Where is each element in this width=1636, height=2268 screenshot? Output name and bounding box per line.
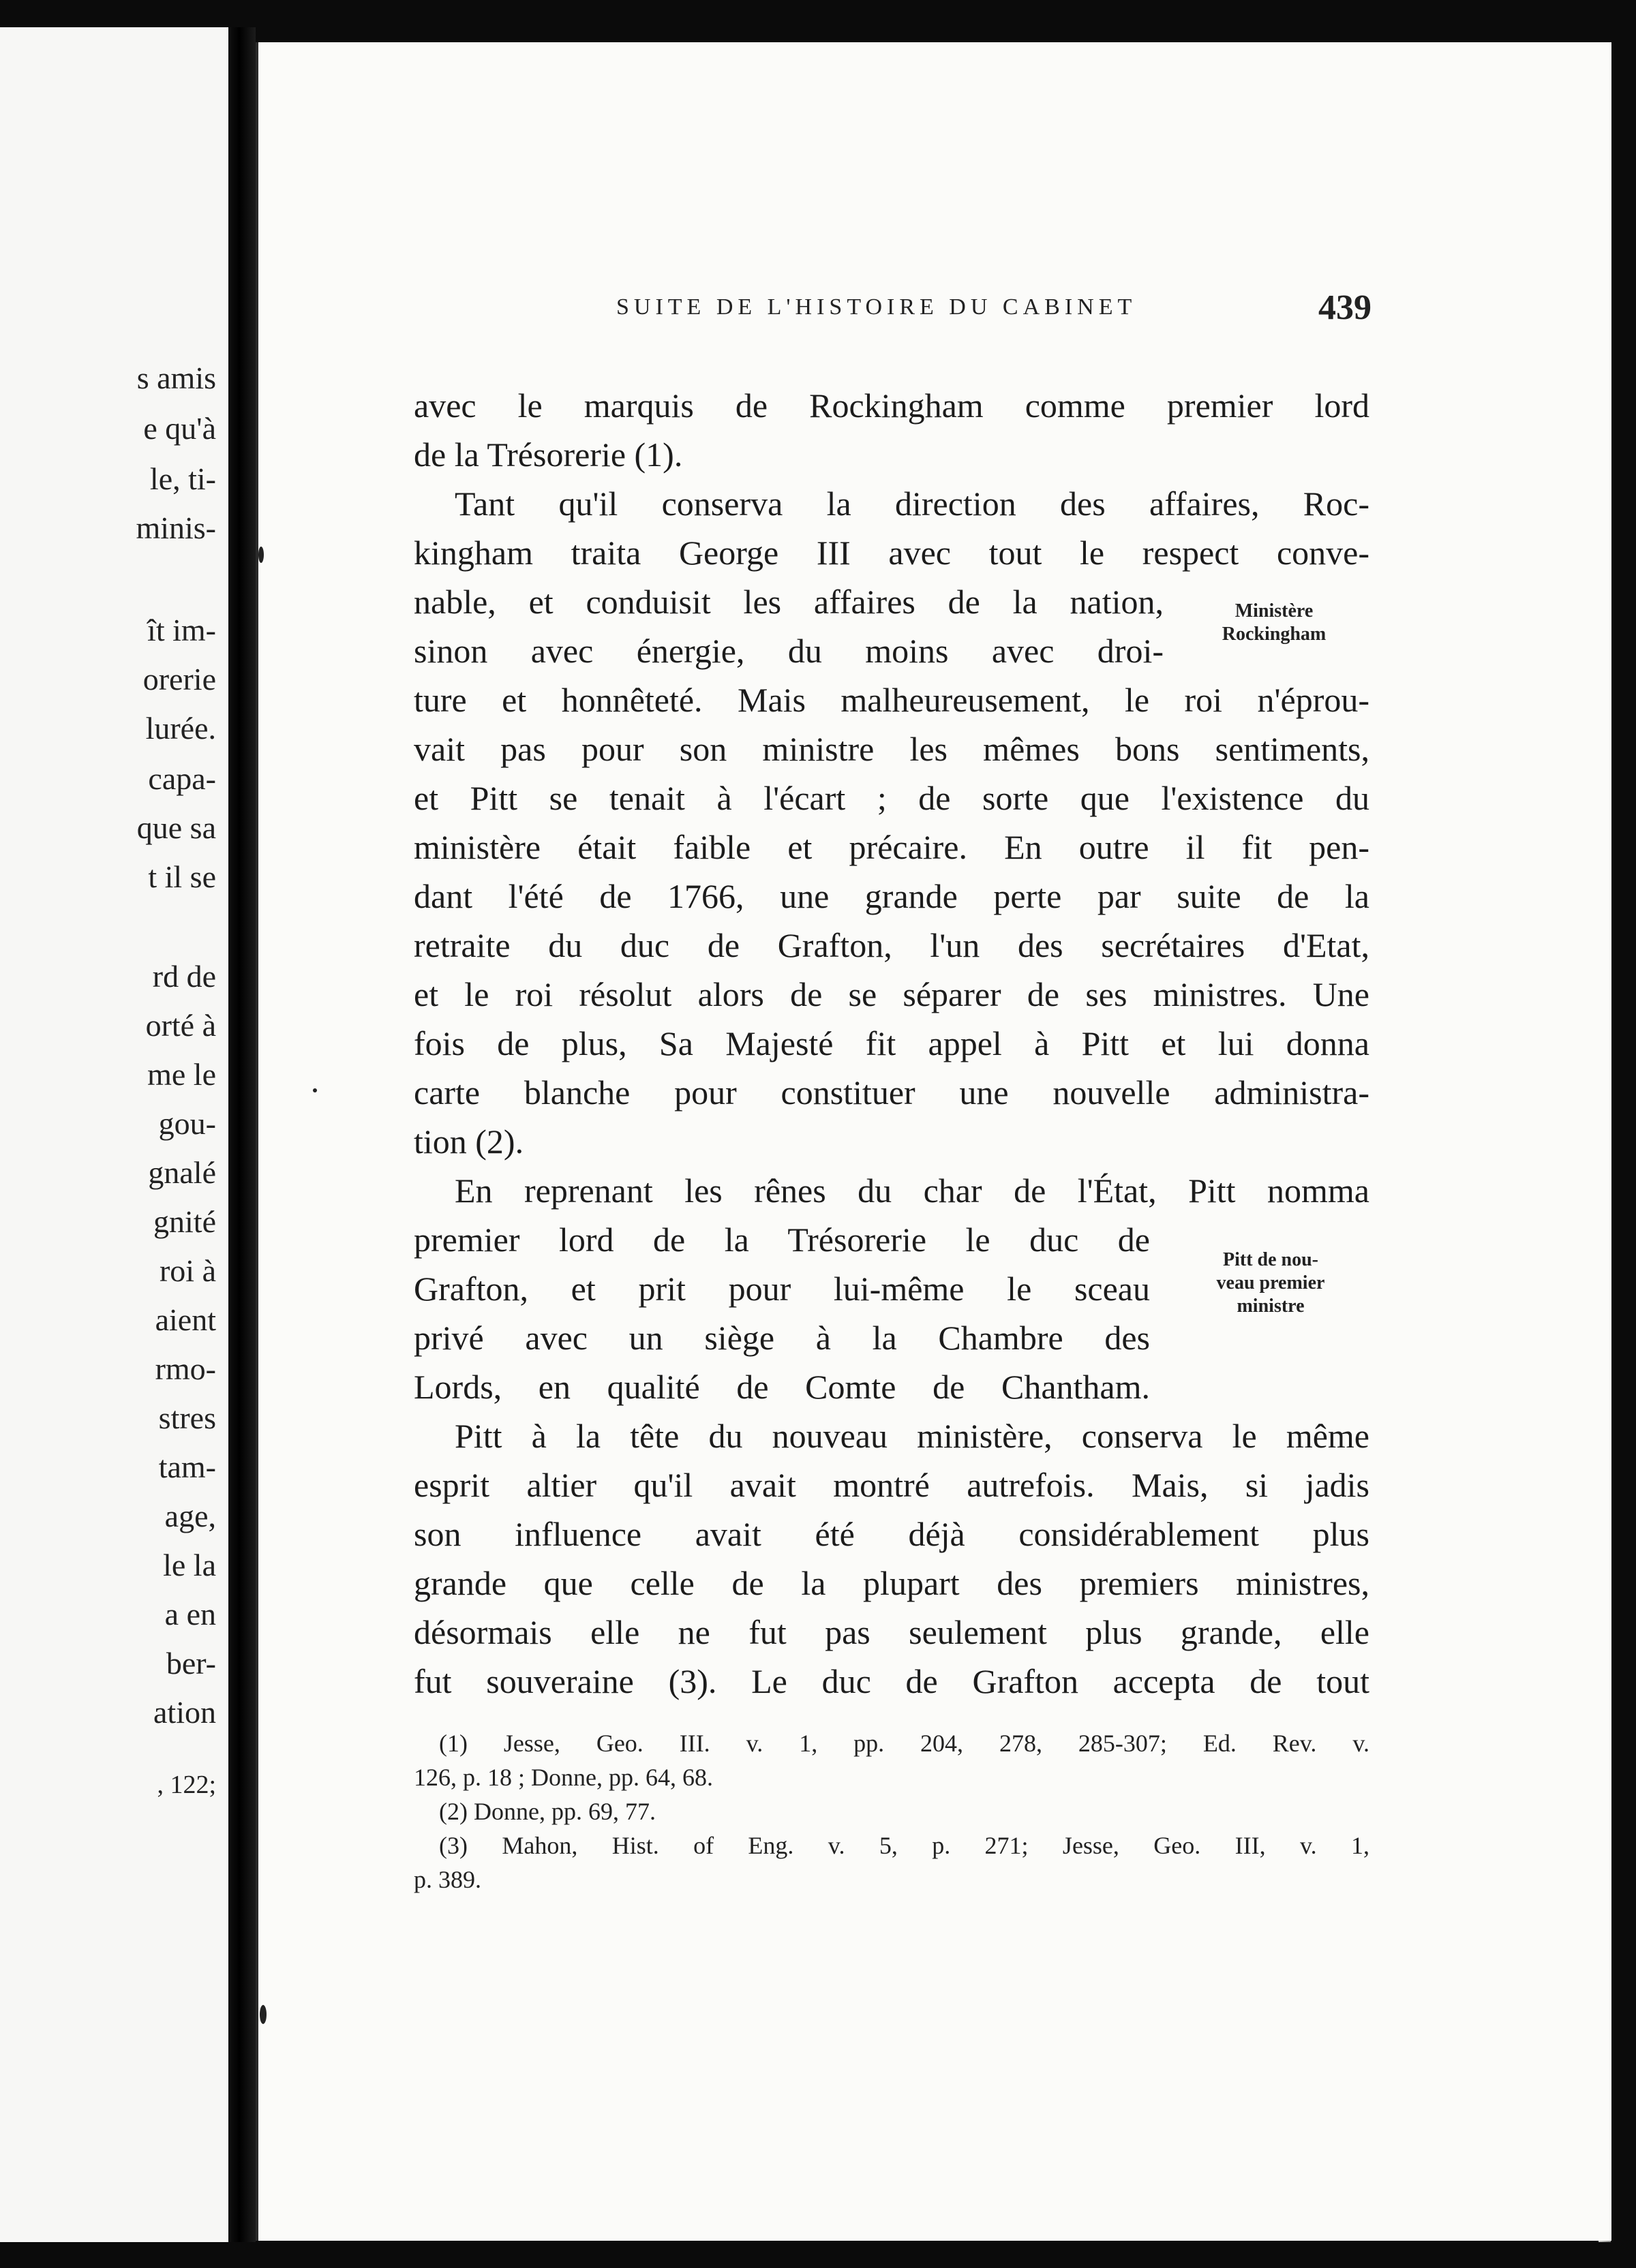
left-fragment: orté à [145, 1008, 216, 1043]
body-line: son influence avait été déjà considérablement plus [414, 1515, 1369, 1553]
page-number: 439 [1318, 288, 1372, 327]
body-line: Lords, en qualité de Comte de Chantham. [414, 1368, 1150, 1406]
side-note-line: Rockingham [1222, 624, 1327, 645]
body-line: dant l'été de 1766, une grande perte par suite de la [414, 877, 1369, 915]
body-line: Grafton, et prit pour lui-même le sceau [414, 1270, 1150, 1308]
body-line: ministère était faible et précaire. En outre il fit pen- [414, 828, 1369, 866]
body-line: grande que celle de la plupart des premiers ministres, [414, 1564, 1369, 1602]
body-line: fut souveraine (3). Le duc de Grafton accepta de tout [414, 1662, 1369, 1700]
left-fragment: ît im- [147, 613, 216, 647]
body-line: privé avec un siège à la Chambre des [414, 1319, 1150, 1357]
body-line: Pitt à la tête du nouveau ministère, conserva le même [455, 1417, 1369, 1455]
footnote-line: (1) Jesse, Geo. III. v. 1, pp. 204, 278, 285-307; Ed. Rev. v. [439, 1730, 1369, 1757]
footnote-line: (2) Donne, pp. 69, 77. [439, 1798, 656, 1825]
body-line: esprit altier qu'il avait montré autrefois. Mais, si jadis [414, 1466, 1369, 1504]
side-note-rockingham [1182, 600, 1366, 646]
left-fragment: age, [164, 1499, 216, 1533]
scan-speck [313, 1088, 317, 1092]
body-line: et Pitt se tenait à l'écart ; de sorte que l'existence du [414, 779, 1369, 817]
left-fragment: capa- [148, 761, 216, 796]
side-note-line: Ministère [1234, 600, 1314, 622]
running-head: SUITE DE L'HISTOIRE DU CABINET [616, 294, 1137, 320]
scan-speck [258, 547, 264, 563]
body-line: et le roi résolut alors de se séparer de ses ministres. Une [414, 975, 1369, 1013]
left-fragment: rd de [152, 959, 216, 994]
body-line: Tant qu'il conserva la direction des affaires, Roc- [455, 485, 1369, 523]
left-fragment: aient [155, 1302, 216, 1337]
left-fragment: a en [164, 1597, 216, 1631]
left-fragment: s amis [136, 361, 216, 395]
side-note-pitt [1172, 1248, 1369, 1318]
left-fragment: stres [158, 1400, 216, 1435]
body-line: premier lord de la Trésorerie le duc de [414, 1221, 1150, 1259]
left-fragment: orerie [142, 662, 216, 696]
left-fragment: le la [163, 1548, 216, 1582]
left-fragment: roi à [159, 1253, 216, 1288]
binding-gutter [228, 27, 256, 2242]
left-fragment: t il se [148, 859, 216, 894]
left-page-edge [0, 27, 228, 2242]
body-line: kingham traita George III avec tout le respect conve- [414, 534, 1369, 572]
footnote-line: 126, p. 18 ; Donne, pp. 64, 68. [414, 1764, 713, 1791]
side-note-line: veau premier [1216, 1272, 1325, 1293]
left-fragment: , 122; [157, 1771, 216, 1799]
body-line: nable, et conduisit les affaires de la nation, [414, 583, 1164, 621]
left-fragment: le, ti- [149, 461, 216, 496]
footnote-line: (3) Mahon, Hist. of Eng. v. 5, p. 271; Jesse, Geo. III, v. 1, [439, 1832, 1369, 1859]
main-page [256, 42, 1611, 2241]
left-fragment: lurée. [145, 711, 216, 746]
left-fragment: minis- [136, 510, 216, 545]
footnote-line: p. 389. [414, 1866, 481, 1893]
body-line: En reprenant les rênes du char de l'État, Pitt nomma [455, 1171, 1369, 1210]
left-fragment: ation [153, 1695, 216, 1730]
body-line: de la Trésorerie (1). [414, 435, 683, 474]
body-line: vait pas pour son ministre les mêmes bons sentiments, [414, 730, 1369, 768]
left-fragment: gnité [153, 1204, 216, 1239]
left-fragment: ber- [166, 1646, 216, 1681]
left-fragment: tam- [158, 1450, 216, 1484]
body-line: désormais elle ne fut pas seulement plus grande, elle [414, 1613, 1369, 1651]
left-fragment: rmo- [155, 1351, 216, 1386]
scan-speck [260, 2005, 267, 2024]
left-fragment: gou- [158, 1106, 216, 1141]
side-note-line: ministre [1237, 1296, 1305, 1317]
left-fragment: gnalé [148, 1155, 216, 1190]
body-line: ture et honnêteté. Mais malheureusement, le roi n'éprou- [414, 681, 1369, 719]
body-line: sinon avec énergie, du moins avec droi- [414, 632, 1164, 670]
left-fragment: me le [147, 1057, 216, 1092]
left-fragment: que sa [136, 810, 216, 845]
body-line: carte blanche pour constituer une nouvelle administra- [414, 1073, 1369, 1112]
left-fragment: e qu'à [143, 411, 216, 446]
body-line: fois de plus, Sa Majesté fit appel à Pitt et lui donna [414, 1024, 1369, 1062]
body-line: tion (2). [414, 1122, 524, 1161]
body-line: avec le marquis de Rockingham comme premier lord [414, 386, 1369, 425]
side-note-line: Pitt de nou- [1223, 1249, 1318, 1270]
body-line: retraite du duc de Grafton, l'un des secrétaires d'Etat, [414, 926, 1369, 964]
